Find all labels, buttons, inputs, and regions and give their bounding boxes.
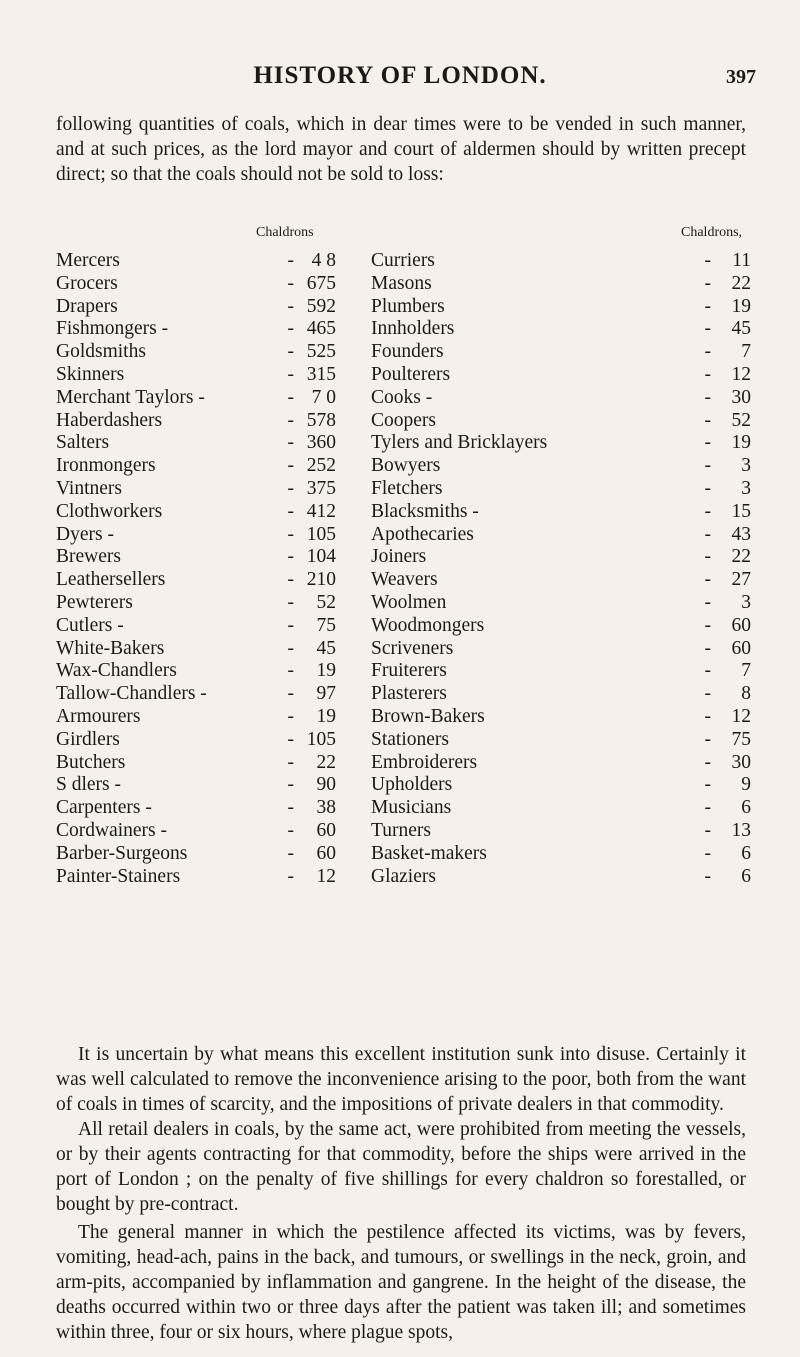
guild-name: Tallow-Chandlers - xyxy=(56,683,207,705)
guild-name: S dlers - xyxy=(56,774,121,796)
chaldron-value: 15 xyxy=(731,500,751,522)
table-row xyxy=(371,296,751,319)
leader-dash: - xyxy=(287,774,294,796)
leader-dash: - xyxy=(287,614,294,636)
guild-name: Drapers xyxy=(56,295,118,317)
leader-dash: - xyxy=(704,386,711,408)
table-row xyxy=(56,592,336,615)
guild-name: White-Bakers xyxy=(56,637,165,659)
page-header xyxy=(0,62,800,102)
leader-dash: - xyxy=(704,660,711,682)
chaldron-value: 22 xyxy=(731,272,751,294)
table-row xyxy=(371,273,751,296)
table-row xyxy=(371,250,751,273)
table-row xyxy=(371,752,751,775)
leader-dash: - xyxy=(704,318,711,340)
guild-name: Turners xyxy=(371,819,431,841)
leader-dash: - xyxy=(287,455,294,477)
chaldron-value: 12 xyxy=(731,705,751,727)
guild-name: Woolmen xyxy=(371,591,447,613)
table-row xyxy=(371,546,751,569)
chaldron-value: 45 xyxy=(731,318,751,340)
table-row xyxy=(56,410,336,433)
guild-name: Armourers xyxy=(56,705,141,727)
leader-dash: - xyxy=(287,500,294,522)
chaldron-value: 43 xyxy=(731,523,751,545)
guild-name: Leathersellers xyxy=(56,569,166,591)
guild-name: Fletchers xyxy=(371,477,443,499)
leader-dash: - xyxy=(704,546,711,568)
leader-dash: - xyxy=(287,295,294,317)
table-row xyxy=(371,410,751,433)
leader-dash: - xyxy=(287,523,294,545)
guild-name: Upholders xyxy=(371,774,453,796)
leader-dash: - xyxy=(704,865,711,887)
table-row xyxy=(56,250,336,273)
table-row xyxy=(371,866,751,889)
chaldron-value: 38 xyxy=(316,797,336,819)
guild-name: Brown-Bakers xyxy=(371,705,485,727)
chaldron-value: 105 xyxy=(306,523,336,545)
leader-dash: - xyxy=(287,865,294,887)
chaldron-value: 7 0 xyxy=(311,386,336,408)
leader-dash: - xyxy=(704,455,711,477)
table-row xyxy=(56,387,336,410)
guild-name: Vintners xyxy=(56,477,122,499)
leader-dash: - xyxy=(287,272,294,294)
chaldron-value: 412 xyxy=(306,500,336,522)
chaldron-value: 8 xyxy=(741,683,751,705)
chaldron-value: 12 xyxy=(731,363,751,385)
chaldron-value: 3 xyxy=(741,477,751,499)
chaldron-value: 6 xyxy=(741,797,751,819)
chaldron-value: 30 xyxy=(731,751,751,773)
leader-dash: - xyxy=(287,318,294,340)
chaldron-value: 75 xyxy=(316,614,336,636)
chaldron-value: 60 xyxy=(316,842,336,864)
table-row xyxy=(56,478,336,501)
leader-dash: - xyxy=(287,751,294,773)
leader-dash: - xyxy=(287,363,294,385)
table-row xyxy=(56,569,336,592)
chaldron-value: 19 xyxy=(316,660,336,682)
table-row xyxy=(56,797,336,820)
chaldron-value: 30 xyxy=(731,386,751,408)
table-row xyxy=(371,820,751,843)
chaldron-value: 6 xyxy=(741,865,751,887)
guild-name: Curriers xyxy=(371,250,435,271)
leader-dash: - xyxy=(287,683,294,705)
guild-name: Cordwainers - xyxy=(56,819,168,841)
chaldron-value: 13 xyxy=(731,819,751,841)
chaldron-value: 22 xyxy=(731,546,751,568)
leader-dash: - xyxy=(704,569,711,591)
table-row xyxy=(56,866,336,889)
table-row xyxy=(371,729,751,752)
leader-dash: - xyxy=(704,295,711,317)
guild-name: Plumbers xyxy=(371,295,445,317)
table-row xyxy=(56,455,336,478)
guild-name: Clothworkers xyxy=(56,500,163,522)
guild-name: Basket-makers xyxy=(371,842,487,864)
table-row xyxy=(371,843,751,866)
running-title: HISTORY OF LONDON. xyxy=(253,62,547,89)
chaldron-value: 360 xyxy=(306,432,336,454)
table-row xyxy=(56,296,336,319)
right-column xyxy=(371,250,751,888)
unit-header-left: Chaldrons xyxy=(256,225,314,240)
guild-name: Founders xyxy=(371,341,444,363)
table-row xyxy=(371,638,751,661)
table-row xyxy=(371,364,751,387)
chaldron-value: 105 xyxy=(306,728,336,750)
chaldron-value: 525 xyxy=(306,341,336,363)
chaldron-value: 19 xyxy=(731,295,751,317)
leader-dash: - xyxy=(287,591,294,613)
chaldron-value: 7 xyxy=(741,660,751,682)
guild-name: Apothecaries xyxy=(371,523,474,545)
leader-dash: - xyxy=(704,637,711,659)
table-row xyxy=(371,660,751,683)
chaldron-value: 52 xyxy=(731,409,751,431)
table-row xyxy=(371,341,751,364)
table-row xyxy=(56,318,336,341)
chaldron-value: 12 xyxy=(316,865,336,887)
intro-paragraph: following quantities of coals, which in dear times were to be vended in such manner, and at such prices, as the lord mayor and court of aldermen should by written precept direct; so that the coals should not be sold to loss: xyxy=(56,114,746,185)
chaldron-value: 315 xyxy=(306,363,336,385)
chaldron-value: 19 xyxy=(316,705,336,727)
guild-name: Woodmongers xyxy=(371,614,485,636)
chaldron-value: 3 xyxy=(741,455,751,477)
table-row xyxy=(56,364,336,387)
guild-name: Musicians xyxy=(371,797,452,819)
guild-name: Goldsmiths xyxy=(56,341,146,363)
leader-dash: - xyxy=(704,683,711,705)
leader-dash: - xyxy=(704,250,711,271)
table-row xyxy=(56,752,336,775)
guild-name: Stationers xyxy=(371,728,449,750)
leader-dash: - xyxy=(287,842,294,864)
chaldron-value: 592 xyxy=(306,295,336,317)
table-row xyxy=(56,843,336,866)
guild-name: Tylers and Bricklayers xyxy=(371,432,548,454)
leader-dash: - xyxy=(704,363,711,385)
table-row xyxy=(56,729,336,752)
leader-dash: - xyxy=(704,728,711,750)
leader-dash: - xyxy=(704,523,711,545)
chaldron-value: 75 xyxy=(731,728,751,750)
table-row xyxy=(371,318,751,341)
table-row xyxy=(371,569,751,592)
leader-dash: - xyxy=(704,705,711,727)
guild-name: Barber-Surgeons xyxy=(56,842,188,864)
guild-name: Merchant Taylors - xyxy=(56,386,205,408)
guild-name: Innholders xyxy=(371,318,455,340)
chaldron-value: 465 xyxy=(306,318,336,340)
guild-name: Girdlers xyxy=(56,728,120,750)
guild-name: Brewers xyxy=(56,546,121,568)
paragraph-institution: It is uncertain by what means this excellent institution sunk into disuse. Certainly it was well calculated to remove the inconvenience arising to the poor, both from the want of coals in times of scarcity, and the impositions of private dealers in that commodity. xyxy=(56,1044,746,1115)
leader-dash: - xyxy=(704,614,711,636)
guild-name: Painter-Stainers xyxy=(56,865,181,887)
leader-dash: - xyxy=(287,386,294,408)
guild-name: Fruiterers xyxy=(371,660,447,682)
chaldron-value: 52 xyxy=(316,591,336,613)
chaldron-value: 22 xyxy=(316,751,336,773)
guild-name: Ironmongers xyxy=(56,455,156,477)
table-row xyxy=(371,797,751,820)
leader-dash: - xyxy=(704,591,711,613)
chaldron-value: 210 xyxy=(306,569,336,591)
chaldron-value: 45 xyxy=(316,637,336,659)
table-row xyxy=(56,638,336,661)
leader-dash: - xyxy=(287,660,294,682)
guild-name: Mercers xyxy=(56,250,120,271)
guild-name: Haberdashers xyxy=(56,409,163,431)
table-row xyxy=(56,341,336,364)
chaldron-value: 675 xyxy=(306,272,336,294)
leader-dash: - xyxy=(287,250,294,271)
left-column xyxy=(56,250,336,888)
chaldron-value: 60 xyxy=(316,819,336,841)
guild-name: Bowyers xyxy=(371,455,441,477)
leader-dash: - xyxy=(287,546,294,568)
leader-dash: - xyxy=(704,477,711,499)
leader-dash: - xyxy=(287,705,294,727)
table-row xyxy=(56,820,336,843)
leader-dash: - xyxy=(287,797,294,819)
guild-name: Embroiderers xyxy=(371,751,478,773)
leader-dash: - xyxy=(287,569,294,591)
table-row xyxy=(56,683,336,706)
table-row xyxy=(56,524,336,547)
table-row xyxy=(56,501,336,524)
leader-dash: - xyxy=(704,432,711,454)
guild-name: Coopers xyxy=(371,409,436,431)
table-row xyxy=(371,592,751,615)
chaldron-value: 6 xyxy=(741,842,751,864)
guild-name: Cutlers - xyxy=(56,614,124,636)
guild-name: Cooks - xyxy=(371,386,433,408)
table-row xyxy=(371,615,751,638)
guild-name: Wax-Chandlers xyxy=(56,660,177,682)
leader-dash: - xyxy=(704,272,711,294)
leader-dash: - xyxy=(704,774,711,796)
guild-name: Masons xyxy=(371,272,432,294)
guild-name: Weavers xyxy=(371,569,438,591)
guild-name: Carpenters - xyxy=(56,797,152,819)
table-row xyxy=(56,546,336,569)
table-row xyxy=(56,615,336,638)
chaldron-value: 3 xyxy=(741,591,751,613)
table-row xyxy=(371,683,751,706)
guild-name: Dyers - xyxy=(56,523,114,545)
guild-name: Skinners xyxy=(56,363,125,385)
table-row xyxy=(371,501,751,524)
table-row xyxy=(56,432,336,455)
chaldron-value: 11 xyxy=(732,250,751,271)
chaldron-value: 375 xyxy=(306,477,336,499)
table-row xyxy=(371,432,751,455)
leader-dash: - xyxy=(704,341,711,363)
leader-dash: - xyxy=(287,728,294,750)
guild-name: Joiners xyxy=(371,546,427,568)
table-row xyxy=(371,387,751,410)
guild-name: Poulterers xyxy=(371,363,451,385)
leader-dash: - xyxy=(704,500,711,522)
table-row xyxy=(56,774,336,797)
table-row xyxy=(371,524,751,547)
paragraph-retail-dealers: All retail dealers in coals, by the same act, were prohibited from meeting the vessels, or by their agents contracting for that commodity, before the ships were arrived in the port of London ; on the penalty of five shillings for every chaldron so forestalled, or bought by pre-contract. xyxy=(56,1119,746,1215)
table-row xyxy=(371,455,751,478)
chaldron-value: 252 xyxy=(306,455,336,477)
chaldron-value: 90 xyxy=(316,774,336,796)
leader-dash: - xyxy=(287,477,294,499)
leader-dash: - xyxy=(704,409,711,431)
leader-dash: - xyxy=(704,842,711,864)
chaldron-value: 60 xyxy=(731,614,751,636)
page-number: 397 xyxy=(726,66,756,88)
chaldron-value: 4 8 xyxy=(311,250,336,271)
chaldron-value: 104 xyxy=(306,546,336,568)
leader-dash: - xyxy=(287,432,294,454)
chaldron-value: 9 xyxy=(741,774,751,796)
table-row xyxy=(56,706,336,729)
paragraph-pestilence: The general manner in which the pestilence affected its victims, was by fevers, vomiting, head-ach, pains in the back, and tumours, or swellings in the neck, groin, and arm-pits, accompanied by inflammation and gangrene. In the height of the disease, the deaths occurred within two or three days after the patient was taken ill; and sometimes within three, four or six hours, where plague spots, xyxy=(56,1222,746,1343)
leader-dash: - xyxy=(704,797,711,819)
guild-name: Fishmongers - xyxy=(56,318,169,340)
leader-dash: - xyxy=(287,819,294,841)
chaldron-value: 60 xyxy=(731,637,751,659)
unit-header-right: Chaldrons, xyxy=(681,225,743,240)
leader-dash: - xyxy=(704,751,711,773)
table-row xyxy=(56,660,336,683)
table-row xyxy=(371,478,751,501)
guild-name: Scriveners xyxy=(371,637,454,659)
guild-name: Butchers xyxy=(56,751,126,773)
leader-dash: - xyxy=(287,637,294,659)
guild-name: Blacksmiths - xyxy=(371,500,479,522)
chaldron-value: 578 xyxy=(306,409,336,431)
guild-name: Salters xyxy=(56,432,110,454)
chaldron-value: 19 xyxy=(731,432,751,454)
guild-name: Plasterers xyxy=(371,683,447,705)
leader-dash: - xyxy=(287,409,294,431)
chaldron-value: 97 xyxy=(316,683,336,705)
table-row xyxy=(56,273,336,296)
guild-name: Glaziers xyxy=(371,865,436,887)
table-row xyxy=(371,706,751,729)
leader-dash: - xyxy=(287,341,294,363)
table-row xyxy=(371,774,751,797)
leader-dash: - xyxy=(704,819,711,841)
chaldron-value: 7 xyxy=(741,341,751,363)
chaldron-value: 27 xyxy=(731,569,751,591)
guild-name: Pewterers xyxy=(56,591,133,613)
guild-name: Grocers xyxy=(56,272,118,294)
